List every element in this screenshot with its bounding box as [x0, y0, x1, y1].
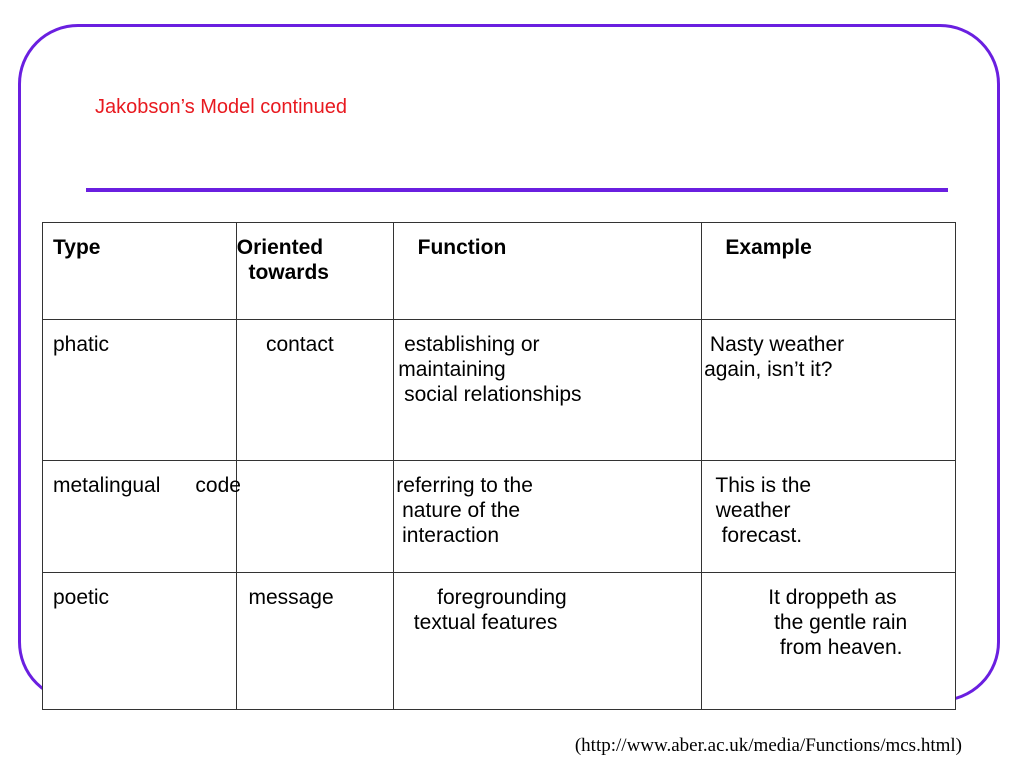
- header-oriented-towards: Oriented towards: [236, 223, 394, 320]
- slide-title: Jakobson’s Model continued: [95, 96, 348, 118]
- cell-type: poetic: [43, 572, 237, 709]
- cell-type: phatic: [43, 320, 237, 461]
- table-row: [43, 320, 956, 461]
- cell-function: referring to the nature of the interaction: [394, 461, 702, 572]
- cell-function: foregrounding textual features: [394, 572, 702, 709]
- cell-example: This is the weather forecast.: [702, 461, 956, 572]
- header-example: Example: [702, 223, 956, 320]
- cell-type: metalingual code: [43, 461, 237, 572]
- source-citation: (http://www.aber.ac.uk/media/Functions/mcs.html): [574, 735, 962, 756]
- cell-function: establishing or maintaining social relationships: [394, 320, 702, 461]
- header-type: Type: [43, 223, 237, 320]
- header-function: Function: [394, 223, 702, 320]
- cell-example: It droppeth as the gentle rain from heaven.: [702, 572, 956, 709]
- cell-example: Nasty weather again, isn’t it?: [702, 320, 956, 461]
- cell-oriented: contact: [236, 320, 394, 461]
- cell-oriented: message: [236, 572, 394, 709]
- jakobson-table: [42, 222, 956, 710]
- cell-oriented: [236, 461, 394, 572]
- title-divider: [86, 188, 948, 192]
- table-row: [43, 461, 956, 572]
- table-row: [43, 572, 956, 709]
- table-header-row: [43, 223, 956, 320]
